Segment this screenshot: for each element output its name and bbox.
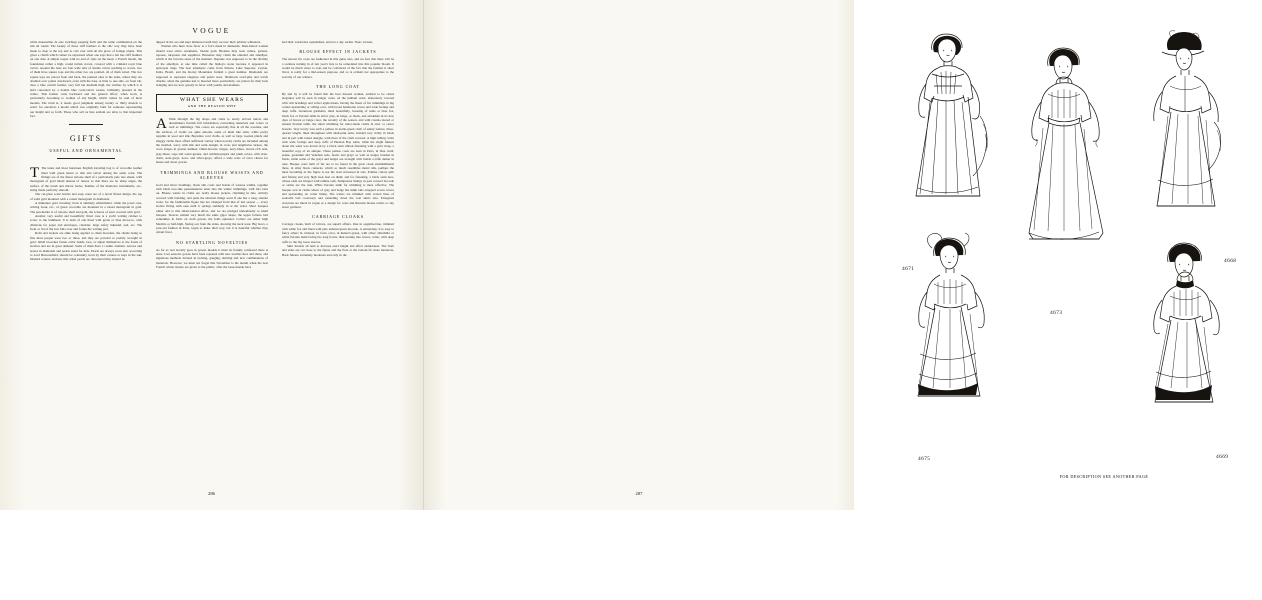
left-page-columns [30, 40, 394, 492]
figure-caption-4671: 4671 [902, 266, 915, 272]
fashion-figure-4671 [888, 28, 1008, 272]
drop-cap: T [30, 165, 40, 182]
page-folio-right: 287 [635, 491, 643, 496]
subheading: BLOUSE EFFECT IN JACKETS [299, 49, 377, 55]
paragraph: Gold and silver braidings, black silk cords and braids of various widths, together with black lace-like passementerie enter into the winter trimmings, with furs later on. Blouse waists in cloths are really blouse jackets, charming in line, entirely covered with braiding, and quite the smartest things worn if one has a long, slender waist, for the fashionable figure has not changed from that of last season — every bodice fitting with ease until it springs suddenly in at the waist. Short basques rather add to this small-waisted effect, and we are pledged undoubtedly to small basques. Sleeves remain very much the same gigot shape, the upper folness laid sometimes in folds on cloth gowns, the folds upturned. Collars are either high Medicis or half-high, flaring out from the sides, showing the neck wear. Big bows, a year-old fashion in Paris, begin to make their way, but it is doubtful whether they obtain favor. [156, 182, 268, 235]
paragraph: Women who hunt close favor to a fox's mask in diamonds. Dark-haired women should wear silver ornaments, blonde gold. Blondes may wear rubies, garnets, topazes, turquoise and sapphires. Brunettes may claim the emerald and amethyst, which is the favorite stone of the moment. Neptune was supposed to be the divinity of the amethyst, at one time called the bishop's stone because it appeared in episcopal rings. The best amethysts come from Siberia, Lake Superior, Ceylon, India, Brazil, and the Rocky Mountains furnish a great number. Diamonds are supposed to represent elegance and pearls tears. Shamrock scarf-pins and watch charms, when the genuine leaf is inserted more particularly, are prized for their luck bringing and are now greatly in favor with youths and maidens. [156, 44, 268, 88]
boxed-headline-subtitle: AND THE REASON WHY [187, 103, 237, 108]
paragraph: had their wardrobes replenished, and not a day earlier. Nous verrons. [282, 40, 374, 44]
figure-caption-4673: 4673 [1050, 310, 1063, 316]
drop-cap: A [156, 115, 167, 132]
paragraph: The newest fur coats are fashioned in this guise also, and we fear that there will be a reckless turning in of last year's furs to be remodeled into this popular bloom. It would be much wiser to wait and be convinced of the fact that the fashion is short lived, is really for a mid-season purpose, and so is evident not appropriate to the severity of our winters. [282, 57, 394, 79]
figure-caption-4675: 4675 [918, 456, 931, 462]
divider [57, 158, 115, 159]
subheading: NO STARTLING NOVELTIES [175, 239, 249, 245]
paragraph-text: Walk through the big shops and visits to newly arrived tailors and dressmakers furnish full information concerning materials and colors as well as trimmings. The colors are especially fine in all the woolens, and the surfaces of cloths are quite smooth, some of them like satin, while pretty repplins in wool and silk, Bayadère cord cloths, as well as large woolen plaids and shaggy cloths most afford sufficient variety when novelty cloths are included among the mottled, wavy with silk and satin designs in cross and lengthwise stripes, the cross stripes in greater number. Omni-browns, beiges, navy-blues, brown rich reds, gray-blues, sage and water-greens, and reddish-purples and plum colors, with slate-drabs, steel-greys, dove- and silver-greys, afford a wide scale of color choice for house and street gowns. [156, 116, 268, 165]
paragraph: white mousseline de soie swirlings peeping forth and the same combination on the rim all round. The beauty of these stiff feathers is the chic way they have been made to drop at the top and to curl over with all the grace of foliage plants. This gives a charm which cannot be expressed when one says that a hat has stiff feathers on one side. A simple toquet with no end of style on the head, a French model, the foundation rather a high, round turban crown, covered with a crinkled royal blue velvet. Around the base are four wide tabs of double velvet reaching to crown, two of them have square tops and the other two are pointed, all of them wired. The two square tops are placed front and back, the pointed ones at the sides, where they are doubled over points downward, even with the base. A little to one side, on front tab, rises a blue ostrich feather, very full but medium high, the stitches by which it is held concealed by a double blue coral-velvet rosette, brilliantly jeweled in the centre. This feather curls backward and the general effect, when worn, is particularly becoming to women of any height, which cannot be said of most models. The truth is, it needs good judgment among twenty or thirty models to select for ourselves a model which was originally built for someone representing our height and so forth. These who sell us hats seldom are alive to that important fact. [30, 40, 142, 118]
paragraph: By and by it will be found that the best dressed women, entitled to be called elegantes will be seen in longer coats, on the jubilant order, elaborately covered with rich braidings and velvet applications, having the finest of fur trimmings in big collars upstanding or rolling over, with broad handsome revers and wide facings and deep cuffs. Luxurious garments, lined beautifully, boasting of sable or blue fox, black fox or Persian lamb in silver gray, in beige, or black, and astrakhan in its new dyes of brown or beige color, the novelty of the season, and with cream-colored or natural Persian lamb, the smart trimming for tailor-made cloths in otter or castor browns. Very lovely was such a pelisse in bottle-green cloth of satiny texture, three-quarter length, lined throughout with shell-pink satin, braided very richly in black and in part with raised designs, with most of the cloth covered. A high rolling collar with wide facings and deep cuffs of Hudson Bay sable, while the slight fulness about the waist was drawn in by a black satin ribbon fastening with a gold clasp, a beautiful copy of an antique. These pelisse coats are seen in Paris, in blue cloth, prune, geranium and Venetian reds, fawns and grays as well as beiges braided in black, while some of the grays and beiges are wrought with braids a trifle darker in tone. Basque coats built of fur are to be found in the great cloak establishments there, in silky black camacás, which so much resembles moiré silk, perhaps the most becoming as the figure is not the least increased in size. Ermine collars split and flaring and very high look best on them; and for fastening, a black satin bow, whose ends are fringed with ermine tails. Sumptuous linings in pale colored brocade or satins are the rule. White Persian lamb for trimming is most effective. The basque coat in cloths where of gray and beige has mink tails strapped across revers and upstanding on collar lining. The waists are trimmed with waved lines of soutache laid crossways and extending down the coat skirts also. Elongated crescents are much in vogue as a design for coats and Russian blouse waists or any street garment. [282, 92, 394, 209]
left-column-3 [282, 40, 394, 492]
subheading: USEFUL AND ORNAMENTAL [49, 148, 123, 154]
left-page [0, 0, 424, 510]
boxed-headline-title: WHAT SHE WEARS [179, 96, 245, 103]
fashion-figure-4675 [892, 234, 1012, 462]
plate-description-note: FOR DESCRIPTION SEE ANOTHER PAGE [1059, 474, 1149, 479]
paragraph: A miniature gold traveling clock is similarly embellished, while the jewel case, writing book, etc., of green crocodile are mounted in a raised monogram in gold. The pen-holder is of tortoise shell and gold, the scissors of steel covered with gold. [30, 200, 142, 214]
right-page [424, 0, 1237, 510]
running-head: VOGUE [192, 26, 231, 35]
figure-caption-4669: 4669 [1216, 454, 1229, 460]
paragraph: The cut-glass scent bottles and soap cases are of a novel fluted design, the top of solid gold mounted with a raised monogram in diamonds. [30, 192, 142, 201]
left-column-1 [30, 40, 142, 492]
paragraph: Carriage cloaks, built of velvets, are superb affairs. One in sapphire-blue, trimmed with white fox and lined with pale almond-green brocade, is entrancing. It is easy to fancy others in crimson, in fawn color, in hunter's-green, with silver chinchilla or white Persian lamb facing the long fronts, then turning into revers; collar, with deep cuffs to the big loose sleeves. [282, 222, 394, 244]
fashion-plate [870, 22, 1262, 470]
figure-caption-4668: 4668 [1224, 258, 1237, 264]
paragraph: As far as real novelty goes in gowns models it must be frankly confessed there is none. Last season's gowns have been repeated with new touches here and there, and ingenious methods devised in tucking, gauging, shirring and new combinations of materials. However, we must not forget that November is the month when the best French winter modes are given to the public, after the beau monde have [156, 247, 268, 270]
paragraph [30, 166, 142, 192]
boxed-headline [156, 94, 268, 112]
fashion-figure-4668 [1132, 30, 1252, 265]
subheading: CARRIAGE CLOAKS [312, 214, 364, 220]
divider [69, 124, 103, 125]
subheading: TRIMMINGS AND BLOUSE WAISTS AND SLEEVES [160, 169, 264, 180]
paragraph: Another very useful and beautifully fitted case is a yacht writing cabinet to screw to the bulkhead. It is built of oak lined with green or blue morocco, with divisions for paper and envelopes, calendar, large safety inkstand, pad, etc. The front or lid of the box falls over and forms the writing pad. [30, 213, 142, 231]
paragraph: Skirt models all tend to increase one's height and affect slenderness. The front and sides are cut close to the figure and the flare at the bottom far more moderate. Back fulness extremely moderate and only in the [282, 244, 394, 257]
fashion-figure-4669 [1130, 240, 1250, 460]
paragraph: Rolls and lockers are alike being applied to chain bracelets, the chains being so fine most people wear two or three, and they are jeweled or prettily wrought in gold. Small brooches fasten collar bands, lace, or adjust themselves to the fronts of bodices and are in great demand. Some of them have a cosmic element. Arrows and leaves in diamonds and pearls stand for luck. Pearls are always worn and, according to Lord Beaconsfield, should be constantly worn by their owners or kept in the sun. Modern science declares that when pearls are discolored they should be [30, 231, 142, 262]
paragraph-text: The latest and most luxurious English traveling bag is of crocodile leather lined with green moiré or silk and velvet among the same color. The fittings are of the finest tortoise shell of a particularly pale rare shade, with monogram of gold inlaid instead of raised, so that there are no sharp edges, the surface of the brush and mirror backs, handles of the manicure instruments, etc., being made perfectly smooth. [30, 166, 142, 192]
page-folio-left: 286 [208, 491, 215, 496]
paragraph [156, 117, 268, 165]
paragraph: dipped in the sea and kept immersed until they recover their pristine whiteness. [156, 40, 261, 44]
left-column-2 [156, 40, 268, 492]
section-heading-gifts: GIFTS [69, 134, 103, 144]
subheading: THE LONG COAT [316, 84, 360, 90]
fashion-figure-4673 [998, 44, 1128, 314]
